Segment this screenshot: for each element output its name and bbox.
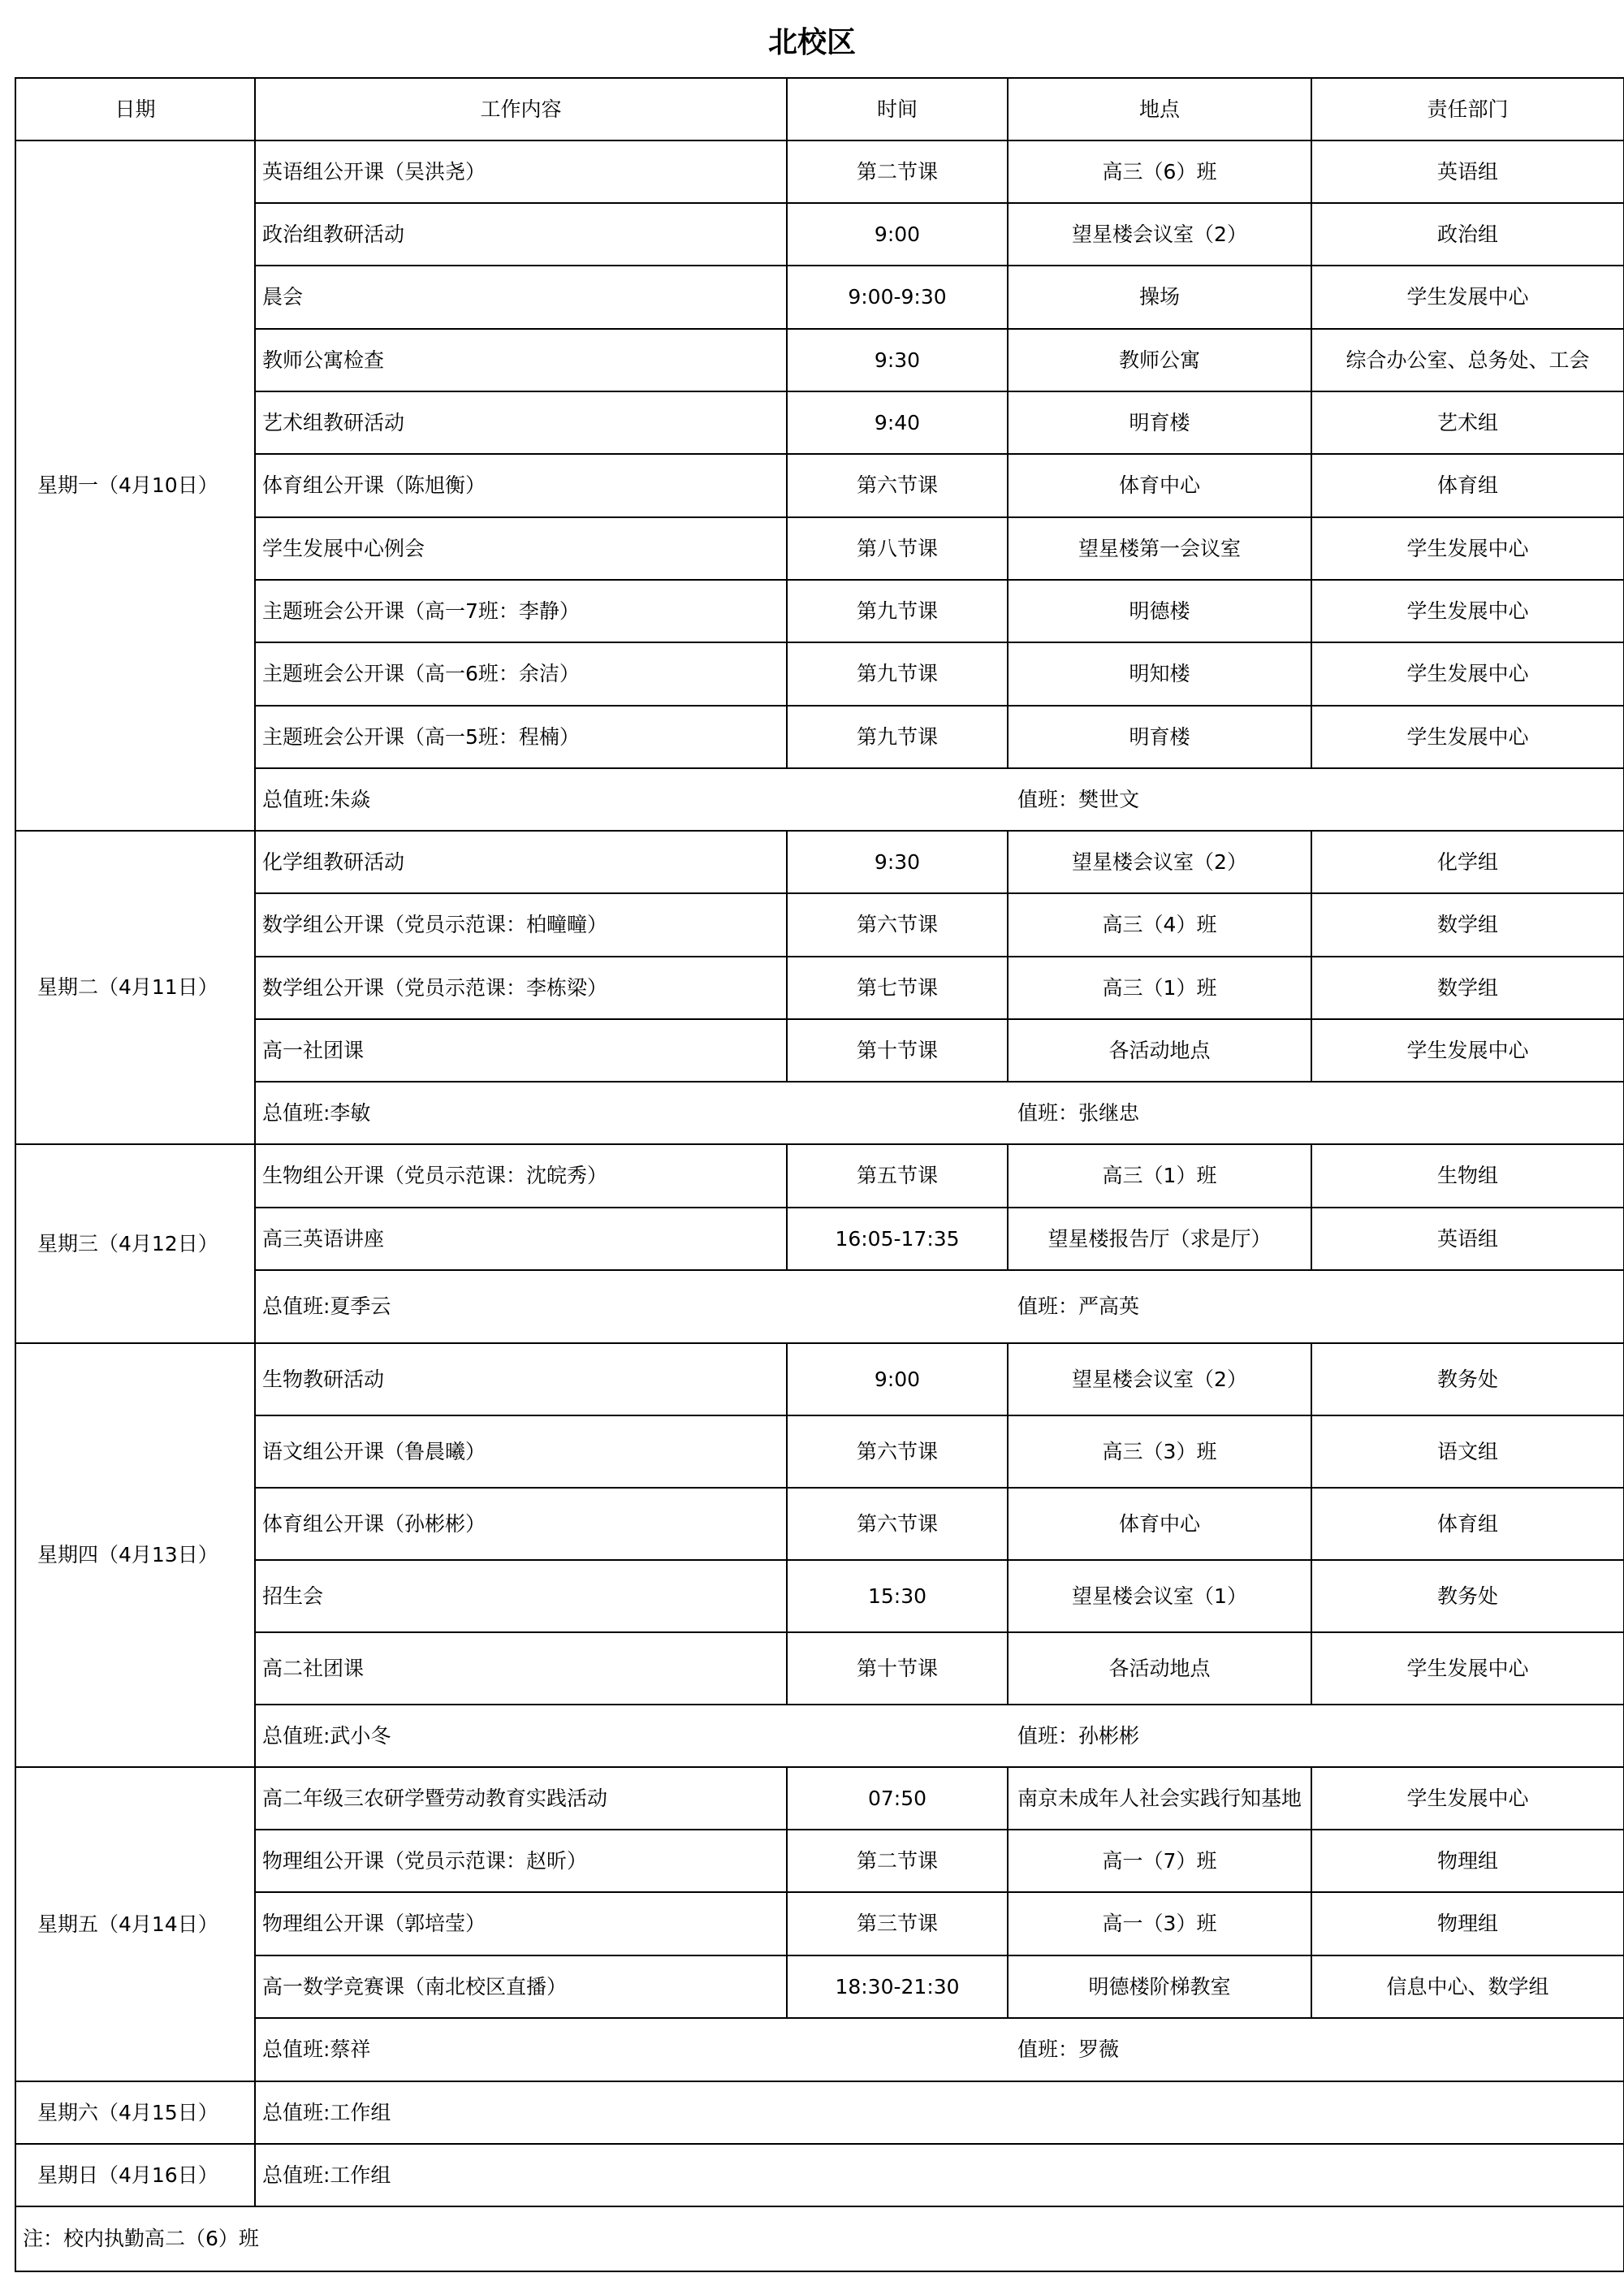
content-cell: 高三英语讲座 bbox=[255, 1208, 787, 1270]
content-cell: 语文组公开课（鲁晨曦） bbox=[255, 1415, 787, 1488]
header-dept: 责任部门 bbox=[1311, 78, 1624, 140]
duty-text: 值班：张继忠 bbox=[1017, 1100, 1140, 1125]
table-row bbox=[15, 140, 1624, 203]
content-cell: 招生会 bbox=[255, 1560, 787, 1632]
content-cell: 艺术组教研活动 bbox=[255, 391, 787, 454]
dept-cell: 化学组 bbox=[1311, 831, 1624, 893]
content-cell: 高一数学竞赛课（南北校区直播） bbox=[255, 1955, 787, 2018]
chief-duty-text: 总值班:李敏 bbox=[262, 1100, 371, 1125]
place-cell: 高三（1）班 bbox=[1008, 957, 1311, 1019]
time-cell: 第六节课 bbox=[787, 1415, 1008, 1488]
duty-row bbox=[15, 1270, 1624, 1343]
place-cell: 明德楼 bbox=[1008, 580, 1311, 642]
dept-cell: 英语组 bbox=[1311, 1208, 1624, 1270]
duty-cell bbox=[255, 1705, 1624, 1767]
header-time: 时间 bbox=[787, 78, 1008, 140]
dept-cell: 体育组 bbox=[1311, 1488, 1624, 1560]
table-row bbox=[15, 1144, 1624, 1208]
dept-cell: 物理组 bbox=[1311, 1892, 1624, 1955]
time-cell: 9:30 bbox=[787, 831, 1008, 893]
place-cell: 体育中心 bbox=[1008, 454, 1311, 517]
place-cell: 各活动地点 bbox=[1008, 1019, 1311, 1082]
content-cell: 教师公寓检查 bbox=[255, 329, 787, 391]
place-cell: 体育中心 bbox=[1008, 1488, 1311, 1560]
dept-cell: 学生发展中心 bbox=[1311, 580, 1624, 642]
table-row bbox=[15, 1208, 1624, 1270]
duty-text: 值班：严高英 bbox=[1017, 1294, 1140, 1318]
time-cell: 第九节课 bbox=[787, 580, 1008, 642]
content-cell: 学生发展中心例会 bbox=[255, 517, 787, 580]
place-cell: 望星楼会议室（2） bbox=[1008, 1343, 1311, 1415]
time-cell: 第二节课 bbox=[787, 140, 1008, 203]
time-cell: 第七节课 bbox=[787, 957, 1008, 1019]
place-cell: 明德楼阶梯教室 bbox=[1008, 1955, 1311, 2018]
duty-text: 值班：孙彬彬 bbox=[1017, 1723, 1140, 1748]
day-cell: 星期六（4月15日） bbox=[15, 2081, 255, 2144]
table-row bbox=[15, 391, 1624, 454]
table-row bbox=[15, 1415, 1624, 1488]
day-cell: 星期四（4月13日） bbox=[15, 1343, 255, 1767]
weekend-row bbox=[15, 2081, 1624, 2144]
table-row bbox=[15, 642, 1624, 706]
place-cell: 高一（3）班 bbox=[1008, 1892, 1311, 1955]
place-cell: 高三（1）班 bbox=[1008, 1144, 1311, 1208]
time-cell: 第二节课 bbox=[787, 1830, 1008, 1892]
table-row bbox=[15, 517, 1624, 580]
weekend-row bbox=[15, 2144, 1624, 2206]
dept-cell: 学生发展中心 bbox=[1311, 1767, 1624, 1830]
content-cell: 化学组教研活动 bbox=[255, 831, 787, 893]
dept-cell: 数学组 bbox=[1311, 893, 1624, 957]
time-cell: 9:40 bbox=[787, 391, 1008, 454]
dept-cell: 物理组 bbox=[1311, 1830, 1624, 1892]
table-row bbox=[15, 203, 1624, 266]
time-cell: 15:30 bbox=[787, 1560, 1008, 1632]
chief-duty-text: 总值班:武小冬 bbox=[262, 1723, 391, 1748]
table-row bbox=[15, 329, 1624, 391]
place-cell: 高三（3）班 bbox=[1008, 1415, 1311, 1488]
day-cell: 星期二（4月11日） bbox=[15, 831, 255, 1144]
content-cell: 物理组公开课（党员示范课：赵昕） bbox=[255, 1830, 787, 1892]
dept-cell: 学生发展中心 bbox=[1311, 706, 1624, 768]
place-cell: 望星楼会议室（1） bbox=[1008, 1560, 1311, 1632]
table-row bbox=[15, 266, 1624, 329]
dept-cell: 教务处 bbox=[1311, 1560, 1624, 1632]
day-cell: 星期日（4月16日） bbox=[15, 2144, 255, 2206]
place-cell: 望星楼第一会议室 bbox=[1008, 517, 1311, 580]
place-cell: 教师公寓 bbox=[1008, 329, 1311, 391]
header-date: 日期 bbox=[15, 78, 255, 140]
dept-cell: 教务处 bbox=[1311, 1343, 1624, 1415]
header-place: 地点 bbox=[1008, 78, 1311, 140]
place-cell: 南京未成年人社会实践行知基地 bbox=[1008, 1767, 1311, 1830]
dept-cell: 学生发展中心 bbox=[1311, 1019, 1624, 1082]
time-cell: 07:50 bbox=[787, 1767, 1008, 1830]
content-cell: 晨会 bbox=[255, 266, 787, 329]
time-cell: 9:00-9:30 bbox=[787, 266, 1008, 329]
dept-cell: 综合办公室、总务处、工会 bbox=[1311, 329, 1624, 391]
duty-cell bbox=[255, 2018, 1624, 2081]
content-cell: 数学组公开课（党员示范课：柏疃疃） bbox=[255, 893, 787, 957]
duty-row bbox=[15, 1705, 1624, 1767]
time-cell: 9:00 bbox=[787, 1343, 1008, 1415]
content-cell: 体育组公开课（陈旭衡） bbox=[255, 454, 787, 517]
place-cell: 高一（7）班 bbox=[1008, 1830, 1311, 1892]
time-cell: 第六节课 bbox=[787, 893, 1008, 957]
content-cell: 主题班会公开课（高一7班：李静） bbox=[255, 580, 787, 642]
dept-cell: 英语组 bbox=[1311, 140, 1624, 203]
page-title: 北校区 bbox=[767, 26, 856, 59]
content-cell: 高二年级三农研学暨劳动教育实践活动 bbox=[255, 1767, 787, 1830]
table-row bbox=[15, 1830, 1624, 1892]
time-cell: 第六节课 bbox=[787, 1488, 1008, 1560]
duty-row bbox=[15, 2018, 1624, 2081]
table-row bbox=[15, 454, 1624, 517]
table-row bbox=[15, 706, 1624, 768]
content-cell: 高一社团课 bbox=[255, 1019, 787, 1082]
content-cell: 生物教研活动 bbox=[255, 1343, 787, 1415]
table-row bbox=[15, 580, 1624, 642]
time-cell: 9:30 bbox=[787, 329, 1008, 391]
duty-text: 值班：樊世文 bbox=[1017, 787, 1140, 811]
place-cell: 各活动地点 bbox=[1008, 1632, 1311, 1705]
content-cell: 英语组公开课（吴洪尧） bbox=[255, 140, 787, 203]
content-cell: 政治组教研活动 bbox=[255, 203, 787, 266]
dept-cell: 数学组 bbox=[1311, 957, 1624, 1019]
time-cell: 第十节课 bbox=[787, 1019, 1008, 1082]
place-cell: 明育楼 bbox=[1008, 706, 1311, 768]
day-cell: 星期五（4月14日） bbox=[15, 1767, 255, 2081]
content-cell: 体育组公开课（孙彬彬） bbox=[255, 1488, 787, 1560]
place-cell: 操场 bbox=[1008, 266, 1311, 329]
place-cell: 明知楼 bbox=[1008, 642, 1311, 706]
day-cell: 星期三（4月12日） bbox=[15, 1144, 255, 1343]
table-row bbox=[15, 1019, 1624, 1082]
content-cell: 主题班会公开课（高一6班：余洁） bbox=[255, 642, 787, 706]
dept-cell: 学生发展中心 bbox=[1311, 1632, 1624, 1705]
chief-duty-text: 总值班:蔡祥 bbox=[262, 2037, 371, 2061]
dept-cell: 信息中心、数学组 bbox=[1311, 1955, 1624, 2018]
place-cell: 高三（4）班 bbox=[1008, 893, 1311, 957]
table-row bbox=[15, 1632, 1624, 1705]
table-row bbox=[15, 957, 1624, 1019]
duty-cell bbox=[255, 1270, 1624, 1343]
dept-cell: 政治组 bbox=[1311, 203, 1624, 266]
chief-duty-text: 总值班:工作组 bbox=[255, 2081, 1624, 2144]
place-cell: 望星楼会议室（2） bbox=[1008, 203, 1311, 266]
table-row bbox=[15, 1343, 1624, 1415]
time-cell: 第九节课 bbox=[787, 642, 1008, 706]
dept-cell: 生物组 bbox=[1311, 1144, 1624, 1208]
duty-cell bbox=[255, 1082, 1624, 1144]
note-text: 注：校内执勤高二（6）班 bbox=[15, 2206, 1624, 2271]
table-row bbox=[15, 831, 1624, 893]
table-row bbox=[15, 1767, 1624, 1830]
note-row bbox=[15, 2206, 1624, 2271]
dept-cell: 体育组 bbox=[1311, 454, 1624, 517]
table-row bbox=[15, 1955, 1624, 2018]
chief-duty-text: 总值班:夏季云 bbox=[262, 1294, 391, 1318]
dept-cell: 学生发展中心 bbox=[1311, 517, 1624, 580]
place-cell: 高三（6）班 bbox=[1008, 140, 1311, 203]
day-cell: 星期一（4月10日） bbox=[15, 140, 255, 831]
schedule-body bbox=[15, 140, 1624, 2271]
table-row bbox=[15, 1560, 1624, 1632]
duty-row bbox=[15, 1082, 1624, 1144]
content-cell: 高二社团课 bbox=[255, 1632, 787, 1705]
content-cell: 数学组公开课（党员示范课：李栋梁） bbox=[255, 957, 787, 1019]
time-cell: 第九节课 bbox=[787, 706, 1008, 768]
time-cell: 9:00 bbox=[787, 203, 1008, 266]
content-cell: 物理组公开课（郭培莹） bbox=[255, 1892, 787, 1955]
schedule-table bbox=[15, 77, 1624, 2272]
table-row bbox=[15, 1892, 1624, 1955]
time-cell: 第五节课 bbox=[787, 1144, 1008, 1208]
chief-duty-text: 总值班:工作组 bbox=[255, 2144, 1624, 2206]
header-row bbox=[15, 78, 1624, 140]
content-cell: 主题班会公开课（高一5班：程楠） bbox=[255, 706, 787, 768]
duty-text: 值班：罗薇 bbox=[1017, 2037, 1120, 2061]
duty-cell bbox=[255, 768, 1624, 831]
dept-cell: 学生发展中心 bbox=[1311, 266, 1624, 329]
time-cell: 第六节课 bbox=[787, 454, 1008, 517]
place-cell: 望星楼报告厅（求是厅） bbox=[1008, 1208, 1311, 1270]
time-cell: 16:05-17:35 bbox=[787, 1208, 1008, 1270]
table-row bbox=[15, 893, 1624, 957]
time-cell: 第三节课 bbox=[787, 1892, 1008, 1955]
content-cell: 生物组公开课（党员示范课：沈皖秀） bbox=[255, 1144, 787, 1208]
dept-cell: 艺术组 bbox=[1311, 391, 1624, 454]
time-cell: 第八节课 bbox=[787, 517, 1008, 580]
header-content: 工作内容 bbox=[255, 78, 787, 140]
time-cell: 18:30-21:30 bbox=[787, 1955, 1008, 2018]
duty-row bbox=[15, 768, 1624, 831]
table-row bbox=[15, 1488, 1624, 1560]
place-cell: 明育楼 bbox=[1008, 391, 1311, 454]
place-cell: 望星楼会议室（2） bbox=[1008, 831, 1311, 893]
dept-cell: 学生发展中心 bbox=[1311, 642, 1624, 706]
chief-duty-text: 总值班:朱焱 bbox=[262, 787, 371, 811]
dept-cell: 语文组 bbox=[1311, 1415, 1624, 1488]
time-cell: 第十节课 bbox=[787, 1632, 1008, 1705]
